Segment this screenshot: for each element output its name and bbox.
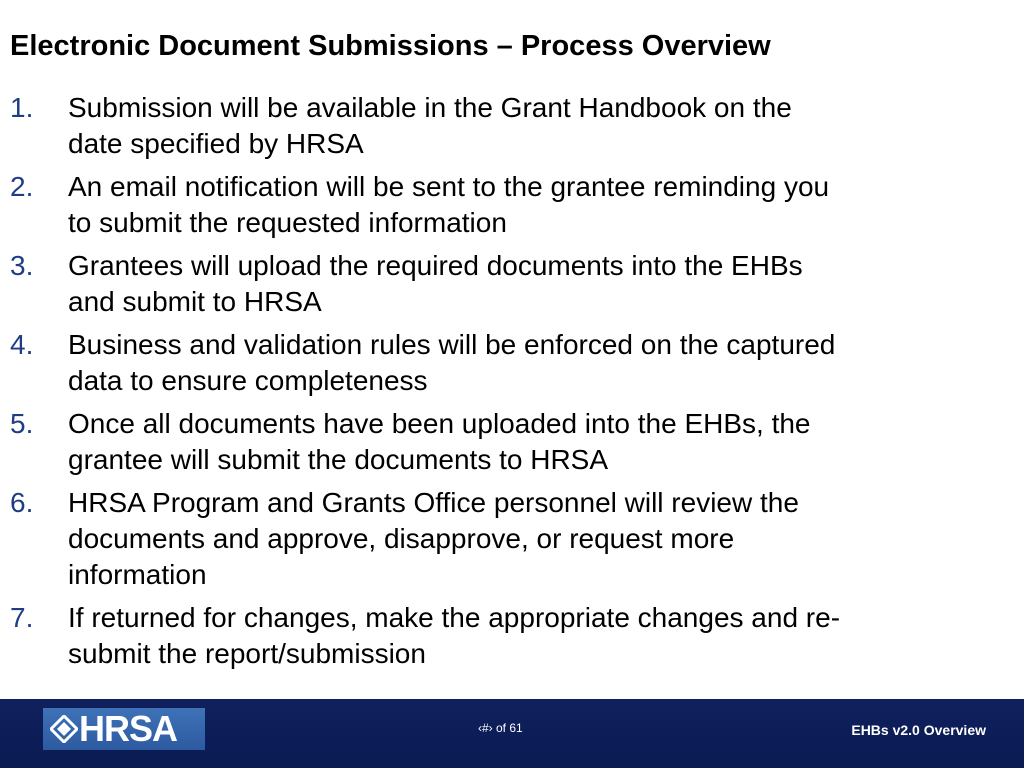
item-line: and submit to HRSA [68,286,322,317]
item-line: Grantees will upload the required documents into the EHBs [68,250,803,281]
logo-text: HRSA [79,708,178,749]
process-steps-list [10,90,1015,679]
list-item-7 [10,600,1015,672]
list-item-2 [10,169,1015,241]
item-line: to submit the requested information [68,207,507,238]
list-item-4 [10,327,1015,399]
item-text [68,327,835,399]
item-number: 3. [10,250,34,281]
footer-bar [0,699,1024,768]
item-number: 4. [10,329,34,360]
item-number: 5. [10,408,34,439]
item-line: If returned for changes, make the appropriate changes and re- [68,602,841,633]
item-text [68,406,811,478]
item-line: An email notification will be sent to the grantee reminding you [68,171,830,202]
item-line: data to ensure completeness [68,365,428,396]
hrsa-logo [43,708,205,750]
list-item-1 [10,90,1015,162]
page-indicator: ‹#› of 61 [478,721,523,735]
item-number: 7. [10,602,34,633]
item-number: 1. [10,92,34,123]
item-text [68,600,840,672]
item-text [68,248,803,320]
item-line: documents and approve, disapprove, or request more [68,523,735,554]
item-line: submit the report/submission [68,638,426,669]
item-line: grantee will submit the documents to HRSA [68,444,609,475]
item-line: Submission will be available in the Grant Handbook on the [68,92,792,123]
item-line: Once all documents have been uploaded into the EHBs, the [68,408,811,439]
item-line: date specified by HRSA [68,128,364,159]
item-number: 6. [10,487,34,518]
item-number: 2. [10,171,34,202]
list-item-5 [10,406,1015,478]
footer-brand: EHBs v2.0 Overview [851,722,986,738]
list-item-6 [10,485,1015,593]
slide-title: Electronic Document Submissions – Process Overview [10,30,771,62]
hrsa-diamond-icon [50,715,78,743]
item-line: Business and validation rules will be enforced on the captured [68,329,836,360]
item-text [68,485,799,593]
item-line: HRSA Program and Grants Office personnel will review the [68,487,799,518]
item-text [68,169,829,241]
list-item-3 [10,248,1015,320]
item-text [68,90,792,162]
item-line: information [68,559,207,590]
